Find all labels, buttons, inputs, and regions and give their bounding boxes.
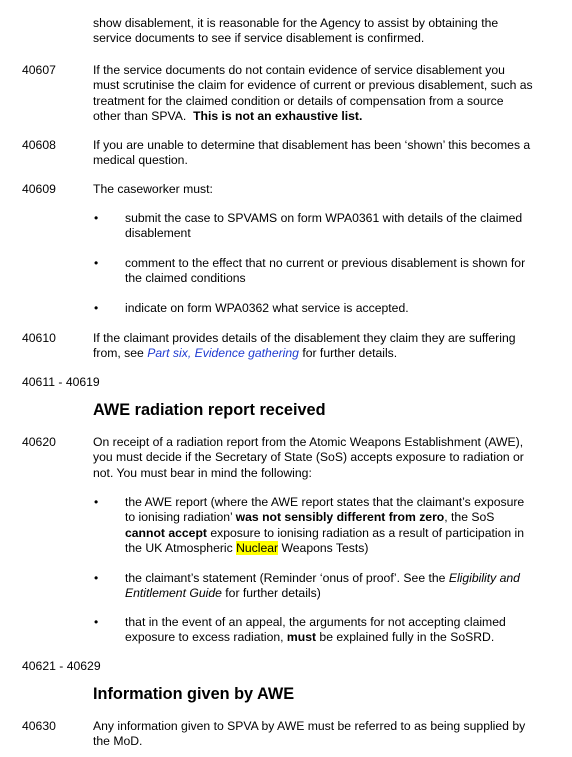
paragraph-text: Any information given to SPVA by AWE must be referred to as being supplied by the MoD.: [93, 719, 526, 749]
list-item-text: submit the case to SPVAMS on form WPA0361 with details of the claimed disablement: [125, 211, 523, 241]
paragraph-number: 40610: [22, 331, 56, 345]
bullet-icon: •: [94, 301, 99, 315]
bullet-icon: •: [94, 211, 99, 225]
paragraph-text: If the service documents do not contain evidence of service disablement you must scrutinise the claim for evidence of current or previous disablement, such as treatment for the claimed condition or details of compensation from a source other than SPVA. This is not an exhaustive list.: [93, 63, 533, 124]
list-item-text: that in the event of an appeal, the arguments for not accepting claimed exposure to excess radiation, must be explained fully in the SoSRD.: [125, 615, 506, 645]
list-item-text: the AWE report (where the AWE report states that the claimant’s exposure to ionising radiation’ was not sensibly different from zero, the SoS cannot accept exposure to ionising radiation as a result of participation in the UK Atmospheric Nuclear Weapons Tests): [125, 495, 525, 556]
evidence-gathering-link[interactable]: Part six, Evidence gathering: [147, 346, 299, 361]
bullet-icon: •: [94, 615, 99, 629]
highlighted-text: Nuclear: [236, 541, 279, 556]
bullet-icon: •: [94, 256, 99, 270]
paragraph-text: If you are unable to determine that disablement has been ‘shown’ this becomes a medical question.: [93, 138, 531, 168]
paragraph-number: 40609: [22, 182, 56, 196]
paragraph-number: 40630: [22, 719, 56, 733]
bullet-icon: •: [94, 495, 99, 509]
paragraph-number: 40620: [22, 435, 56, 449]
bullet-icon: •: [94, 571, 99, 585]
paragraph-range: 40621 - 40629: [22, 659, 101, 673]
paragraph-text: If the claimant provides details of the disablement they claim they are suffering from, see Part six, Evidence gathering for further details.: [93, 331, 516, 361]
section-heading: Information given by AWE: [93, 685, 295, 703]
paragraph-number: 40608: [22, 138, 56, 152]
section-heading: AWE radiation report received: [93, 401, 326, 419]
list-item-text: indicate on form WPA0362 what service is accepted.: [125, 301, 409, 315]
paragraph-text: show disablement, it is reasonable for the Agency to assist by obtaining the service documents to see if service disablement is confirmed.: [93, 16, 499, 46]
emphasis-text: This is not an exhaustive list.: [193, 109, 363, 124]
paragraph-text: The caseworker must:: [93, 182, 213, 196]
list-item-text: the claimant’s statement (Reminder ‘onus of proof’. See the Eligibility and Entitlement Guide for further details): [125, 571, 520, 601]
paragraph-number: 40607: [22, 63, 56, 77]
paragraph-text: On receipt of a radiation report from the Atomic Weapons Establishment (AWE), you must decide if the Secretary of State (SoS) accepts exposure to radiation or not. You must bear in mind the following:: [93, 435, 524, 480]
list-item-text: comment to the effect that no current or previous disablement is shown for the claimed conditions: [125, 256, 526, 286]
paragraph-range: 40611 - 40619: [22, 375, 100, 389]
